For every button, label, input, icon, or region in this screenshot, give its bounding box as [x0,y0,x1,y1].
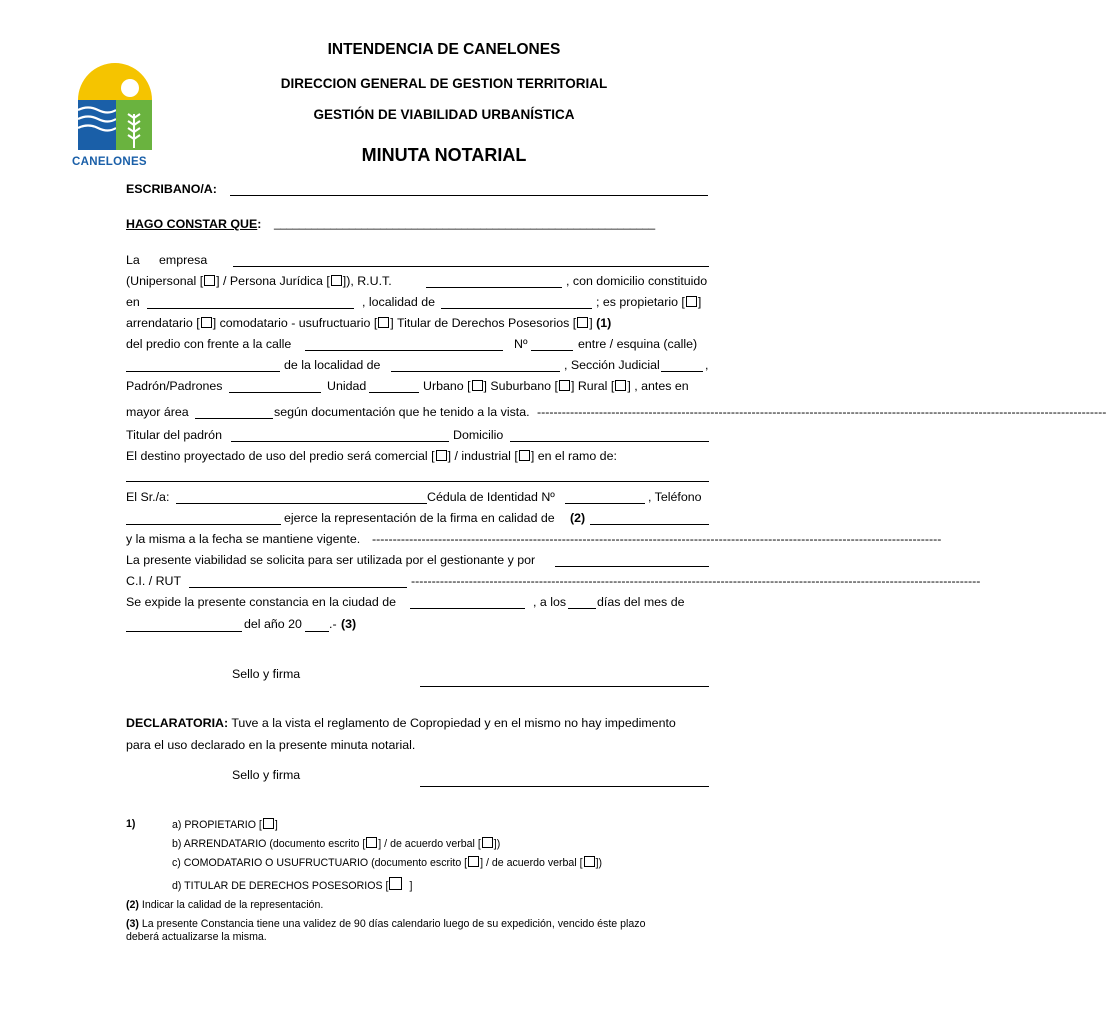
industrial-checkbox[interactable] [519,450,530,461]
note-1d-close: ] [409,880,413,892]
note-1b-label: b) ARRENDATARIO (documento escrito [ [172,838,366,850]
vigente-label: y la misma a la fecha se mantiene vigente. [126,532,361,546]
dash-filler-2: ------------------------------------------------------------------------------------------------------------------------------------------ [372,532,942,546]
unipersonal-label: (Unipersonal [ [126,274,204,288]
suburbano-checkbox[interactable] [559,380,570,391]
dias-label: días del mes de [597,595,685,609]
ramo-field[interactable] [126,481,709,482]
destino-line [126,448,617,464]
zona-line [423,378,689,394]
propietario-close: ] [697,295,702,309]
declaratoria-text: Tuve a la vista el reglamento de Copropiedad y en el mismo no hay impedimento [231,716,676,730]
ci-rut-field[interactable] [189,587,407,588]
note-1a [172,818,278,832]
antes-en-label: ] , antes en [627,379,689,393]
destino-label: El destino proyectado de uso del predio será comercial [ [126,449,435,463]
rural-checkbox[interactable] [615,380,626,391]
telefono-field[interactable] [126,524,281,525]
sello-firma-field[interactable] [420,686,709,687]
declaratoria-line2: para el uso declarado en la presente minuta notarial. [126,738,416,752]
sr-field[interactable] [176,503,427,504]
declaratoria-label: DECLARATORIA: [126,716,229,730]
telefono-label: , Teléfono [648,490,702,504]
la-label: La [126,253,140,267]
persona-juridica-checkbox[interactable] [331,275,342,286]
note-1b-box2 [482,837,493,848]
presente-label: La presente viabilidad se solicita para ser utilizada por el gestionante y por [126,553,536,567]
predio-label: del predio con frente a la calle [126,337,292,351]
mayor-area-label: mayor área [126,405,189,419]
industrial-label: ] / industrial [ [447,449,518,463]
empresa-label: empresa [159,253,208,267]
propietario-line [596,294,701,310]
reference-1: (1) [596,316,612,330]
note-1b-mid: ] / de acuerdo verbal [ [378,838,481,850]
comodatario-label: ] comodatario - usufructuario [ [212,316,378,330]
numero-label: Nº [514,337,528,351]
note-3-line2: deberá actualizarse la misma. [126,931,267,943]
note-1d [172,877,412,893]
padron-label: Padrón/Padrones [126,379,223,393]
dash-filler-3: ------------------------------------------------------------------------------------------------------------------------------------------ [411,574,981,588]
sello-firma-label: Sello y firma [232,667,301,681]
seccion-field[interactable] [661,371,703,372]
gestionante-field[interactable] [555,566,709,567]
comercial-checkbox[interactable] [436,450,447,461]
hago-colon: : [257,217,262,231]
note-1a-box [263,818,274,829]
padron-field[interactable] [229,392,321,393]
note-3-marker: (3) [126,918,139,930]
arrendatario-checkbox[interactable] [201,317,212,328]
note-1d-box [389,877,402,890]
esquina-label: entre / esquina (calle) [578,337,698,351]
de-localidad-label: de la localidad de [284,358,381,372]
propietario-checkbox[interactable] [686,296,697,307]
declaratoria-line1 [126,715,676,731]
a-los-label: , a los [533,595,567,609]
sello-firma-declaratoria-label: Sello y firma [232,768,301,782]
note-2 [126,899,323,912]
note-1a-close: ] [274,819,278,831]
ci-rut-label: C.I. / RUT [126,574,182,588]
direction-name: DIRECCION GENERAL DE GESTION TERRITORIAL [280,76,608,91]
seccion-label: , Sección Judicial [564,358,660,372]
logo-text: CANELONES [72,156,147,168]
note-1b [172,837,500,851]
calle-field[interactable] [305,350,503,351]
anio-label: del año 20 [244,617,302,631]
hago-constar-field[interactable]: _____________________________________________________________ [274,218,655,230]
esquina-field[interactable] [126,371,280,372]
note-1c [172,856,602,870]
note-1-marker: 1) [126,818,136,830]
note-2-marker: (2) [126,899,139,911]
expide-label: Se expide la presente constancia en la ciudad de [126,595,397,609]
titular-posesorios-checkbox[interactable] [577,317,588,328]
sello-firma-declaratoria-field[interactable] [420,786,709,787]
propietario-label: ; es propietario [ [596,295,685,309]
ramo-label: ] en el ramo de: [530,449,617,463]
rural-label: ] Rural [ [570,379,615,393]
empresa-field[interactable] [233,266,709,267]
note-3 [126,918,645,931]
note-1b-box1 [366,837,377,848]
rut-label: ]), R.U.T. [342,274,392,288]
localidad-predio-field[interactable] [391,371,560,372]
arrendatario-label: arrendatario [ [126,316,200,330]
note-1c-mid: ] / de acuerdo verbal [ [480,857,583,869]
arrendatario-line [126,315,611,331]
segun-label: según documentación que he tenido a la vista. [274,405,530,419]
page-title: MINUTA NOTARIAL [361,145,527,165]
note-1b-close: ]) [493,838,501,850]
domicilio-label: , con domicilio constituido [566,274,708,288]
en-label: en [126,295,140,309]
mayor-area-field[interactable] [195,418,273,419]
urbano-checkbox[interactable] [472,380,483,391]
suburbano-label: ] Suburbano [ [483,379,558,393]
numero-field[interactable] [531,350,573,351]
urbano-label: Urbano [ [423,379,471,393]
ciudad-field[interactable] [410,608,525,609]
titular-posesorios-close: ] [589,316,593,330]
escribano-field[interactable] [230,195,708,196]
hago-constar-label [126,216,261,232]
unipersonal-checkbox[interactable] [204,275,215,286]
escribano-label: ESCRIBANO/A: [126,182,217,196]
comodatario-checkbox[interactable] [378,317,389,328]
domicilio2-label: Domicilio [453,428,504,442]
note-1c-box1 [468,856,479,867]
titular-posesorios-label: ] Titular de Derechos Posesorios [ [390,316,577,330]
rut-field[interactable] [426,287,562,288]
calidad-field[interactable] [590,524,709,525]
note-1d-label: d) TITULAR DE DERECHOS POSESORIOS [ [172,880,389,892]
cedula-label: Cédula de Identidad Nº [427,490,555,504]
note-1c-close: ]) [595,857,603,869]
ejerce-label: ejerce la representación de la firma en calidad de [284,511,555,525]
cedula-field[interactable] [565,503,645,504]
domicilio-field[interactable] [147,308,354,309]
titular-field[interactable] [231,441,449,442]
unipersonal-line [126,273,392,289]
unidad-field[interactable] [369,392,419,393]
anio-end: .- [329,617,337,631]
titular-label: Titular del padrón [126,428,222,442]
dias-field[interactable] [568,608,596,609]
note-2-text: Indicar la calidad de la representación. [141,899,324,911]
org-name: INTENDENCIA DE CANELONES [327,41,561,58]
hago-constar-text: HAGO CONSTAR QUE [126,217,258,231]
department-name: GESTIÓN DE VIABILIDAD URBANÍSTICA [313,107,575,122]
sr-label: El Sr./a: [126,490,170,504]
note-1c-box2 [584,856,595,867]
reference-2: (2) [570,511,586,525]
anio-field[interactable] [305,631,329,632]
reference-3: (3) [341,617,357,631]
seccion-comma: , [705,358,709,372]
localidad-label: , localidad de [362,295,436,309]
mes-field[interactable] [126,631,242,632]
persona-juridica-label: ] / Persona Jurídica [ [216,274,330,288]
note-1a-label: a) PROPIETARIO [ [172,819,262,831]
localidad-field[interactable] [441,308,592,309]
note-3-text: La presente Constancia tiene una validez de 90 días calendario luego de su expedición, vencido éste plazo [141,918,646,930]
domicilio2-field[interactable] [510,441,709,442]
unidad-label: Unidad [327,379,367,393]
note-1c-label: c) COMODATARIO O USUFRUCTUARIO (documento escrito [ [172,857,468,869]
dash-filler-1: ------------------------------------------------------------------------------------------------------------------------------------------ [537,405,1106,419]
